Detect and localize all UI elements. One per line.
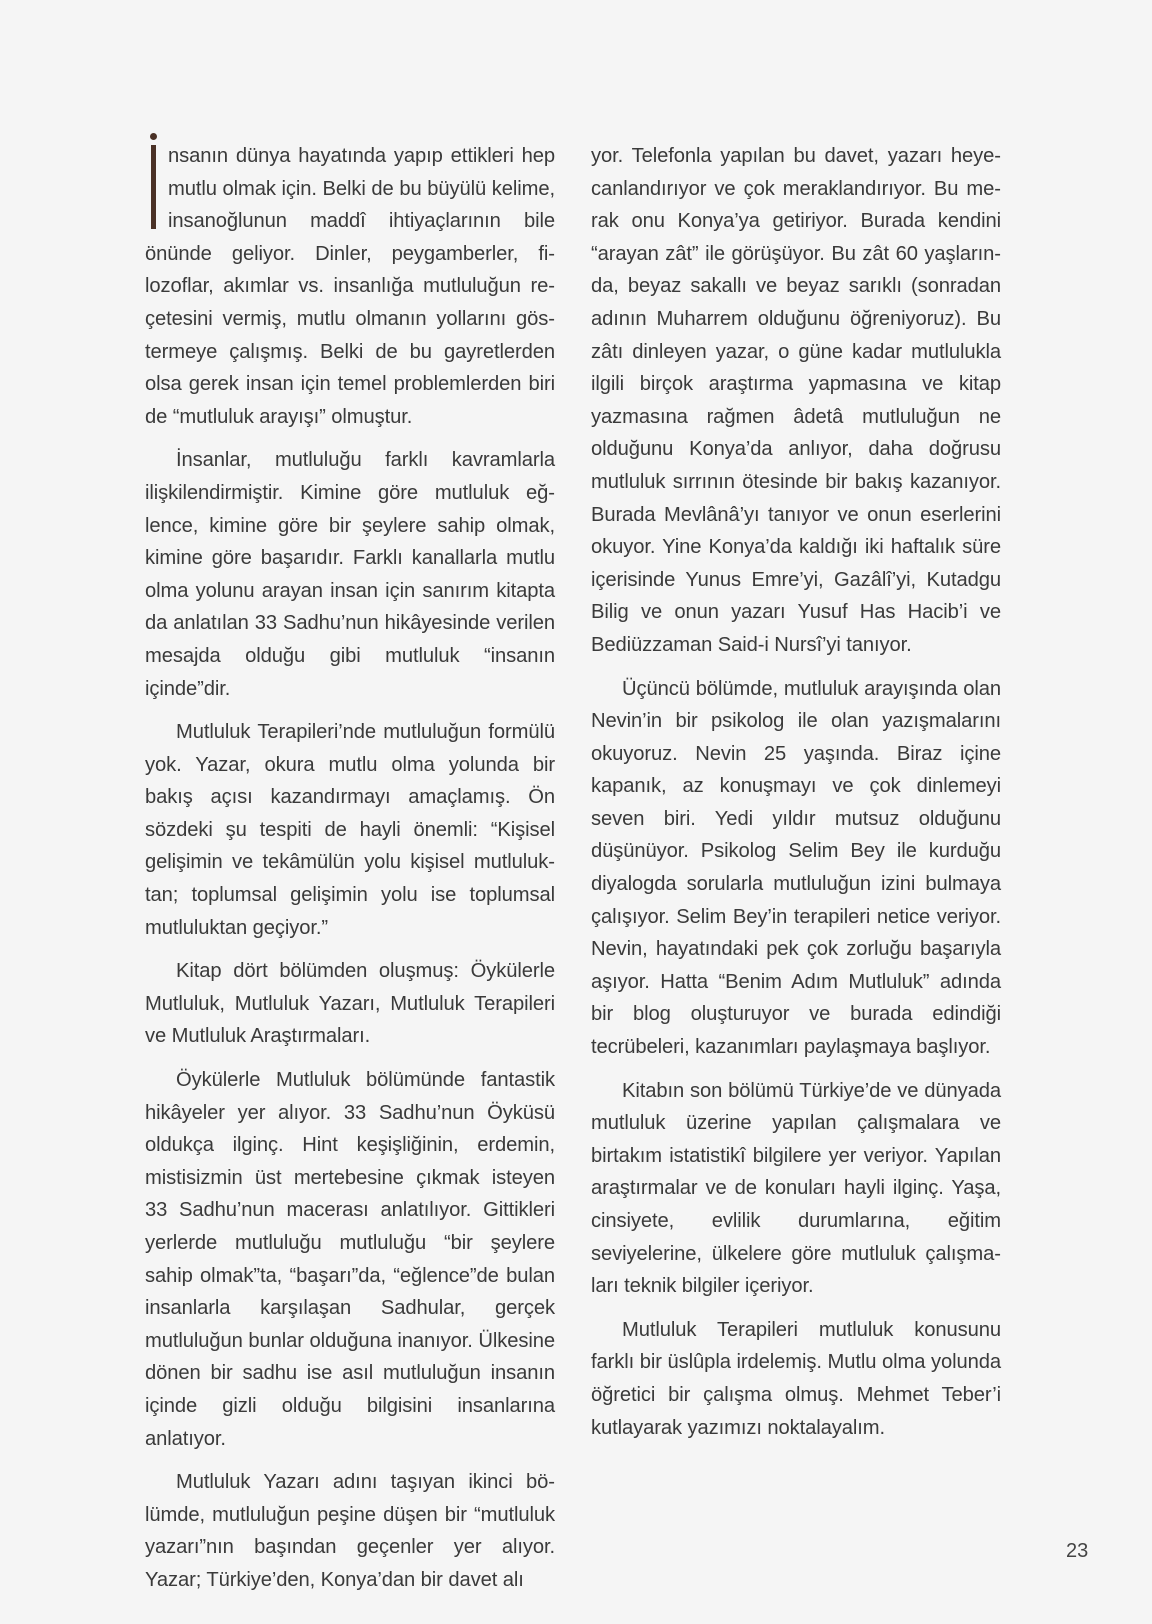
right-column [591, 140, 1001, 1455]
drop-cap [145, 142, 164, 234]
paragraph-text: nsanın dünya hayatında yapıp ettikleri hep mutlu olmak için. Belki de bu büyülü kelime, insanoğlunun maddî ihtiyaçlarının bile önünde geliyor. Dinler, peygamberler, filozoflar, akımlar vs. insanlığa mutluluğun reçetesini vermiş, mutlu olmanın yollarını göstermeye çalışmış. Belki de bu gayretlerden olsa gerek insan için temel problemlerden biri de “mutluluk arayışı” olmuştur. [145, 145, 555, 428]
paragraph: İnsanlar, mutluluğu farklı kavramlarla ilişkilendirmiştir. Kimine göre mutluluk eğlence, kimine göre bir şeylere sahip olmak, kimine göre başarıdır. Farklı kanallarla mutlu olma yolunu arayan insan için sanırım kitapta da anlatılan 33 Sadhu’nun hikâyesinde verilen mesajda olduğu gibi mutluluk “insanın içinde”dir. [145, 449, 555, 700]
paragraph: Kitabın son bölümü Türkiye’de ve dünyada mutluluk üzerine yapılan çalışmalara ve birtakım istatistikî bilgilere yer veriyor. Yapılan araştırmalar ve de konuları hayli ilginç. Yaşa, cinsiyete, evlilik durumlarına, eğitim seviyelerine, ülkelere göre mutluluk çalışmaları teknik bilgiler içeriyor. [591, 1079, 1001, 1298]
paragraph: Mutluluk Terapileri mutluluk konusunu farklı bir üslûpla irdelemiş. Mutlu olma yolunda öğretici bir çalışma olmuş. Mehmet Teber’i kutlayarak yazımızı noktalayalım. [591, 1318, 1001, 1439]
drop-cap-dot [150, 133, 157, 140]
paragraph-intro [145, 140, 555, 433]
paragraph: Mutluluk Terapileri’nde mutluluğun formülü yok. Yazar, okura mutlu olma yolunda bir bakış açısı kazandırmayı amaçlamış. Ön sözdeki şu tespiti de hayli önemli: “Kişisel gelişimin ve tekâmülün yolu kişisel mutluluktan; toplumsal gelişimin yolu ise toplumsal mutluluktan geçiyor.” [145, 721, 555, 939]
paragraph: Mutluluk Yazarı adını taşıyan ikinci bölümde, mutluluğun peşine düşen bir “mutluluk yazarı”nın başından geçenler yer alıyor. Yazar; Türkiye’den, Konya’dan bir davet alı [145, 1471, 555, 1591]
paragraph: Üçüncü bölümde, mutluluk arayışında olan Nevin’in bir psikolog ile olan yazışmalarını okuyoruz. Nevin 25 yaşında. Biraz içine kapanık, az konuşmayı ve çok dinlemeyi seven biri. Yedi yıldır mutsuz olduğunu düşünüyor. Psikolog Selim Bey ile kurduğu diyalogda sorularla mutluluğun izini bulmaya çalışıyor. Selim Bey’in terapileri netice veriyor. Nevin, hayatındaki pek çok zorluğu başarıyla aşıyor. Hatta “Benim Adım Mutluluk” adında bir blog oluşturuyor ve burada edindiği tecrübeleri, kazanımları paylaşmaya başlıyor. [591, 677, 1001, 1059]
left-column [145, 140, 555, 1608]
page-number: 23 [1066, 1540, 1089, 1562]
paragraph: Kitap dört bölümden oluşmuş: Öykülerle Mutluluk, Mutluluk Yazarı, Mutluluk Terapileri ve Mutluluk Araştırmaları. [145, 960, 555, 1048]
paragraph: Öykülerle Mutluluk bölümünde fantastik hikâyeler yer alıyor. 33 Sadhu’nun Öyküsü oldukça ilginç. Hint keşişliğinin, erdemin, mistisizmin üst mertebesine çıkmak isteyen 33 Sadhu’nun macerası anlatılıyor. Gittikleri yerlerde mutluluğu mutluluğu “bir şeylere sahip olmak”ta, “başarı”da, “eğlence”de bulan insanlarla karşılaşan Sadhular, gerçek mutluluğun bunlar olduğuna inanıyor. Ülkesine dönen bir sadhu ise asıl mutluluğun insanın içinde gizli olduğu bilgisini insanlarına anlatıyor. [145, 1069, 555, 1450]
drop-cap-stem [151, 145, 156, 229]
paragraph-continued: yor. Telefonla yapılan bu davet, yazarı heyecanlandırıyor ve çok meraklandırıyor. Bu merak onu Konya’ya getiriyor. Burada kendini “arayan zât” ile görüşüyor. Bu zât 60 yaşlarında, beyaz sakallı ve beyaz sarıklı (sonradan adının Muharrem olduğunu öğreniyoruz). Bu zâtı dinleyen yazar, o güne kadar mutlulukla ilgili birçok araştırma yapmasına ve kitap yazmasına rağmen âdetâ mutluluğun ne olduğunu Konya’da anlıyor, daha doğrusu mutluluk sırrının ötesinde bir bakış kazanıyor. Burada Mevlânâ’yı tanıyor ve onun eserlerini okuyor. Yine Konya’da kaldığı iki haftalık süre içerisinde Yunus Emre’yi, Gazâlî’yi, Kutadgu Bilig ve onun yazarı Yusuf Has Hacib’i ve Bediüzzaman Said-i Nursî’yi tanıyor. [591, 145, 1001, 656]
